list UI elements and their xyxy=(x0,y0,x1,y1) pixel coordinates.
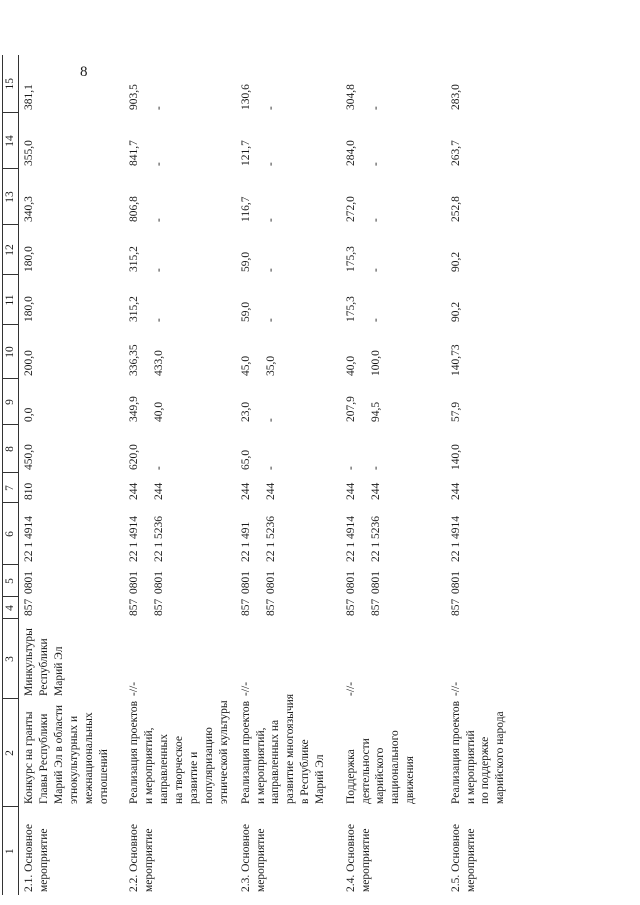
cell-text: 315,2 xyxy=(128,246,140,272)
year-value-cell xyxy=(446,55,551,113)
cell-text: 22 1 4914 xyxy=(344,516,357,562)
cell-text: деятельности xyxy=(359,738,372,804)
year-value-cell xyxy=(341,169,446,225)
cell-text: - xyxy=(369,162,382,166)
year-value-cell xyxy=(341,325,446,379)
cell-text: 244 xyxy=(344,482,357,500)
year-value-cell xyxy=(236,113,341,169)
year-value-cell xyxy=(341,379,446,425)
cell-text: - xyxy=(264,162,277,166)
activity-name-cell xyxy=(236,693,341,807)
cell-text: 841,7 xyxy=(128,140,140,166)
cell-text: 903,5 xyxy=(128,84,140,110)
year-value-cell xyxy=(124,425,236,473)
column-header: 13 xyxy=(3,169,19,225)
cell-text: 857 xyxy=(152,598,165,616)
cell-text: - xyxy=(369,106,382,110)
page-number: 8 xyxy=(80,64,88,80)
cell-text: движения xyxy=(404,756,417,804)
year-value-cell xyxy=(124,225,236,275)
cell-text: 252,8 xyxy=(449,196,462,222)
year-value-cell xyxy=(124,325,236,379)
cell-text: 244 xyxy=(152,482,165,500)
year-value-cell xyxy=(341,425,446,473)
cell-text: 140,0 xyxy=(449,444,462,470)
year-value-cell xyxy=(236,169,341,225)
cell-text: 2.2. Основное xyxy=(128,823,140,892)
cell-text: 433,0 xyxy=(152,350,165,376)
cell-text: 0801 xyxy=(152,571,165,594)
cell-text: по поддержке xyxy=(479,736,492,804)
year-value-cell xyxy=(446,169,551,225)
grbs-cell xyxy=(236,597,341,619)
year-value-cell xyxy=(124,379,236,425)
cell-text: - xyxy=(369,218,382,222)
cell-text: 207,9 xyxy=(344,396,357,422)
column-header: 5 xyxy=(3,565,19,597)
column-header: 1 xyxy=(3,807,19,895)
cell-text: отношений xyxy=(97,749,110,804)
year-value-cell xyxy=(236,325,341,379)
year-value-cell xyxy=(19,55,125,113)
cell-text: направленных на xyxy=(269,719,282,804)
cell-text: 2.4. Основное xyxy=(344,823,357,892)
cell-text: и мероприятий xyxy=(464,730,477,804)
year-value-cell xyxy=(124,55,236,113)
cell-text: направленных xyxy=(157,733,170,804)
vr-cell xyxy=(19,473,125,503)
year-value-cell xyxy=(19,113,125,169)
cell-text: 22 1 4914 xyxy=(449,516,462,562)
cell-text: 244 xyxy=(369,482,382,500)
grbs-cell xyxy=(124,597,236,619)
year-value-cell xyxy=(446,225,551,275)
column-header: 10 xyxy=(3,325,19,379)
year-value-cell xyxy=(446,275,551,325)
cell-text: 857 xyxy=(344,598,357,616)
cell-text: 116,7 xyxy=(239,196,252,222)
year-value-cell xyxy=(19,325,125,379)
cell-text: 857 xyxy=(369,598,382,616)
table-row xyxy=(341,55,446,895)
cell-text: развитие многоязычия xyxy=(284,693,297,804)
cell-text: - xyxy=(369,318,382,322)
cell-text: 620,0 xyxy=(128,444,140,470)
year-value-cell xyxy=(236,379,341,425)
cell-text: 244 xyxy=(264,482,277,500)
grbs-cell xyxy=(341,597,446,619)
activity-name-cell xyxy=(19,699,125,807)
cell-text: - xyxy=(264,218,277,222)
year-value-cell xyxy=(19,225,125,275)
rotated-table-container xyxy=(2,55,551,895)
executor-cell xyxy=(446,619,551,699)
cell-text: - xyxy=(152,268,165,272)
cell-text: 94,5 xyxy=(369,401,382,422)
column-header: 12 xyxy=(3,225,19,275)
cell-text: Марий Эл xyxy=(314,754,327,804)
column-header: 3 xyxy=(3,619,19,699)
cell-text: 806,8 xyxy=(128,196,140,222)
cell-text: - xyxy=(344,466,357,470)
cell-text: - xyxy=(369,466,382,470)
column-header: 7 xyxy=(3,473,19,503)
column-header: 2 xyxy=(3,699,19,807)
column-header: 8 xyxy=(3,425,19,473)
cell-text: 857 xyxy=(128,598,140,616)
cell-text: мероприятие xyxy=(254,828,267,892)
cell-text: Реализация проектов xyxy=(128,700,140,804)
cell-text: 59,0 xyxy=(239,251,252,272)
cell-text: - xyxy=(264,106,277,110)
cell-text: 340,3 xyxy=(23,196,35,222)
executor-cell xyxy=(124,619,236,699)
cell-text: - xyxy=(264,466,277,470)
cell-text: марийского народа xyxy=(494,711,507,804)
csr-cell xyxy=(236,503,341,565)
cell-text: 283,0 xyxy=(449,84,462,110)
year-value-cell xyxy=(341,55,446,113)
cell-text: 355,0 xyxy=(23,140,35,166)
activity-name-cell xyxy=(124,699,236,807)
year-value-cell xyxy=(124,169,236,225)
cell-text: 22 1 4914 xyxy=(23,516,35,562)
cell-text: 0801 xyxy=(23,571,35,594)
cell-text: развитие и xyxy=(187,751,200,804)
year-value-cell xyxy=(19,169,125,225)
year-value-cell xyxy=(19,379,125,425)
cell-text: 22 1 5236 xyxy=(152,516,165,562)
year-value-cell xyxy=(446,325,551,379)
cell-text: Минкультуры xyxy=(23,628,35,696)
vr-cell xyxy=(236,473,341,503)
cell-text: Реализация проектов xyxy=(239,700,252,804)
cell-text: 100,0 xyxy=(369,350,382,376)
cell-text: 40,0 xyxy=(152,401,165,422)
cell-text: 381,1 xyxy=(23,84,35,110)
executor-cell xyxy=(19,619,125,699)
budget-table xyxy=(2,55,551,895)
cell-text: 336,35 xyxy=(128,344,140,376)
year-value-cell xyxy=(236,225,341,275)
year-value-cell xyxy=(446,113,551,169)
cell-text: 272,0 xyxy=(344,196,357,222)
column-header: 6 xyxy=(3,503,19,565)
cell-text: мероприятие xyxy=(142,828,155,892)
cell-text: мероприятие xyxy=(37,828,50,892)
cell-text: 35,0 xyxy=(264,355,277,376)
activity-number-cell xyxy=(341,807,446,895)
cell-text: 23,0 xyxy=(239,401,252,422)
cell-text: 200,0 xyxy=(23,350,35,376)
rzpr-cell xyxy=(236,565,341,597)
cell-text: 140,73 xyxy=(449,344,462,376)
cell-text: 22 1 5236 xyxy=(369,516,382,562)
table-row xyxy=(236,55,341,895)
cell-text: 2.1. Основное xyxy=(23,823,35,892)
cell-text: 22 1 491 xyxy=(239,521,252,562)
year-value-cell xyxy=(19,275,125,325)
cell-text: 175,3 xyxy=(344,246,357,272)
cell-text: Марий Эл xyxy=(52,646,65,696)
activity-number-cell xyxy=(19,807,125,895)
cell-text: 315,2 xyxy=(128,296,140,322)
cell-text: - xyxy=(264,418,277,422)
grbs-cell xyxy=(446,597,551,619)
activity-number-cell xyxy=(236,807,341,895)
year-value-cell xyxy=(19,425,125,473)
cell-text: мероприятие xyxy=(359,828,372,892)
year-value-cell xyxy=(236,425,341,473)
column-header: 4 xyxy=(3,597,19,619)
cell-text: национального xyxy=(389,730,402,804)
year-value-cell xyxy=(236,55,341,113)
rzpr-cell xyxy=(124,565,236,597)
cell-text: межнациональных xyxy=(82,712,95,804)
table-row xyxy=(19,55,125,895)
cell-text: 0801 xyxy=(239,571,252,594)
cell-text: 0,0 xyxy=(23,407,35,422)
vr-cell xyxy=(446,473,551,503)
rzpr-cell xyxy=(19,565,125,597)
cell-text: - xyxy=(152,106,165,110)
cell-text: - xyxy=(152,466,165,470)
cell-text: Марий Эл в области xyxy=(52,704,65,804)
cell-text: -//- xyxy=(449,681,462,696)
cell-text: 130,6 xyxy=(239,84,252,110)
executor-cell xyxy=(341,619,446,699)
cell-text: этнической культуры xyxy=(217,700,230,804)
cell-text: 90,2 xyxy=(449,251,462,272)
cell-text: - xyxy=(152,162,165,166)
vr-cell xyxy=(124,473,236,503)
cell-text: 22 1 4914 xyxy=(128,516,140,562)
column-header: 11 xyxy=(3,275,19,325)
cell-text: 263,7 xyxy=(449,140,462,166)
cell-text: - xyxy=(152,218,165,222)
column-header: 14 xyxy=(3,113,19,169)
grbs-cell xyxy=(19,597,125,619)
cell-text: популяризацию xyxy=(202,727,215,804)
cell-text: 284,0 xyxy=(344,140,357,166)
rzpr-cell xyxy=(341,565,446,597)
table-row xyxy=(446,55,551,895)
cell-text: -//- xyxy=(344,681,357,696)
cell-text: 450,0 xyxy=(23,444,35,470)
csr-cell xyxy=(446,503,551,565)
cell-text: в Республике xyxy=(299,739,312,804)
cell-text: 857 xyxy=(264,598,277,616)
year-value-cell xyxy=(446,425,551,473)
cell-text: -//- xyxy=(128,681,140,696)
header-row xyxy=(3,55,19,895)
cell-text: этнокультурных и xyxy=(67,715,80,804)
cell-text: 244 xyxy=(128,482,140,500)
csr-cell xyxy=(124,503,236,565)
cell-text: 810 xyxy=(23,482,35,500)
year-value-cell xyxy=(124,275,236,325)
year-value-cell xyxy=(124,113,236,169)
year-value-cell xyxy=(446,379,551,425)
cell-text: Главы Республики xyxy=(37,713,50,804)
cell-text: 40,0 xyxy=(344,355,357,376)
executor-cell xyxy=(236,619,341,699)
cell-text: 121,7 xyxy=(239,140,252,166)
cell-text: 59,0 xyxy=(239,301,252,322)
csr-cell xyxy=(341,503,446,565)
column-header: 15 xyxy=(3,55,19,113)
cell-text: 857 xyxy=(239,598,252,616)
cell-text: на творческое xyxy=(172,735,185,804)
cell-text: 2.3. Основное xyxy=(239,823,252,892)
csr-cell xyxy=(19,503,125,565)
cell-text: 304,8 xyxy=(344,84,357,110)
cell-text: 180,0 xyxy=(23,296,35,322)
cell-text: марийского xyxy=(374,747,387,804)
cell-text: 0801 xyxy=(344,571,357,594)
cell-text: 175,3 xyxy=(344,296,357,322)
cell-text: Поддержка xyxy=(344,749,357,804)
cell-text: 45,0 xyxy=(239,355,252,376)
year-value-cell xyxy=(236,275,341,325)
cell-text: 244 xyxy=(239,482,252,500)
table-row xyxy=(124,55,236,895)
year-value-cell xyxy=(341,113,446,169)
activity-number-cell xyxy=(446,807,551,895)
cell-text: 180,0 xyxy=(23,246,35,272)
cell-text: и мероприятий, xyxy=(142,727,155,804)
cell-text: 0801 xyxy=(264,571,277,594)
cell-text: 349,9 xyxy=(128,396,140,422)
cell-text: - xyxy=(152,318,165,322)
cell-text: - xyxy=(264,268,277,272)
cell-text: Реализация проектов xyxy=(449,700,462,804)
cell-text: 65,0 xyxy=(239,449,252,470)
cell-text: 57,9 xyxy=(449,401,462,422)
year-value-cell xyxy=(341,225,446,275)
column-header: 9 xyxy=(3,379,19,425)
cell-text: 0801 xyxy=(369,571,382,594)
cell-text: 857 xyxy=(23,598,35,616)
cell-text: 22 1 5236 xyxy=(264,516,277,562)
vr-cell xyxy=(341,473,446,503)
cell-text: Конкурс на гранты xyxy=(23,711,35,804)
cell-text: 90,2 xyxy=(449,301,462,322)
cell-text: 2.5. Основное xyxy=(449,823,462,892)
cell-text: 0801 xyxy=(128,571,140,594)
cell-text: 244 xyxy=(449,482,462,500)
cell-text: - xyxy=(264,318,277,322)
cell-text: - xyxy=(369,268,382,272)
rzpr-cell xyxy=(446,565,551,597)
activity-number-cell xyxy=(124,807,236,895)
cell-text: Республики xyxy=(37,638,50,696)
cell-text: 0801 xyxy=(449,571,462,594)
cell-text: 857 xyxy=(449,598,462,616)
cell-text: и мероприятий, xyxy=(254,727,267,804)
year-value-cell xyxy=(341,275,446,325)
activity-name-cell xyxy=(446,699,551,807)
activity-name-cell xyxy=(341,699,446,807)
cell-text: -//- xyxy=(239,681,252,696)
cell-text: мероприятие xyxy=(464,828,477,892)
